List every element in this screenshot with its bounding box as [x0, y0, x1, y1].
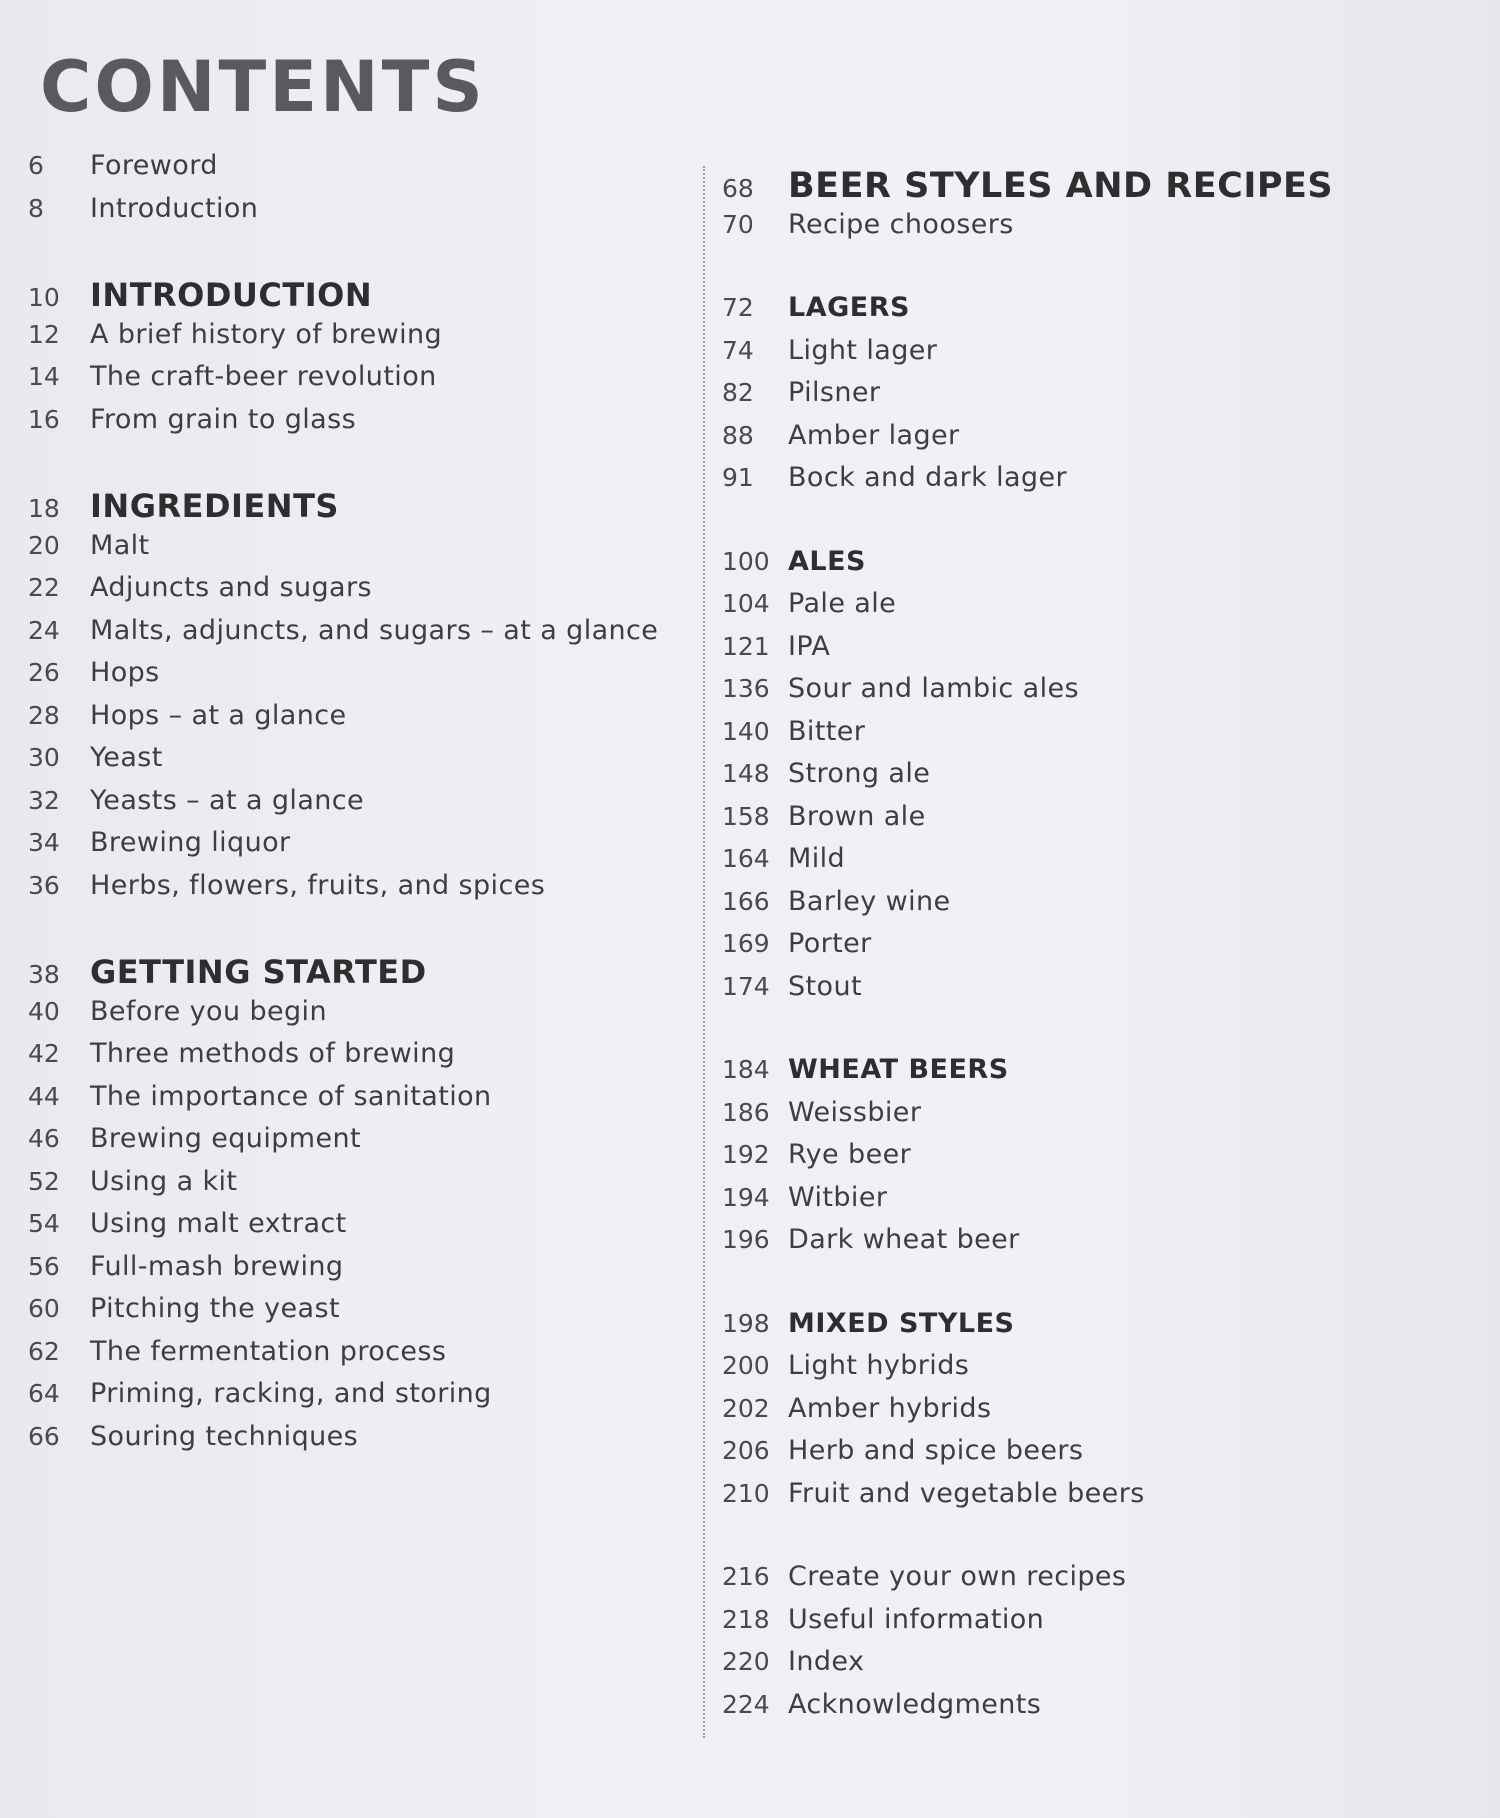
toc-page-number: 200	[722, 1351, 770, 1380]
toc-page-number: 56	[28, 1251, 60, 1281]
toc-entry-label: The craft-beer revolution	[90, 361, 437, 392]
toc-entry	[722, 716, 1342, 759]
toc-page-number: 206	[722, 1436, 770, 1465]
toc-entry-label: Yeasts – at a glance	[90, 784, 365, 816]
toc-entry	[722, 758, 1342, 801]
toc-entry	[722, 801, 1342, 844]
toc-entry-label: Dark wheat beer	[788, 1224, 1020, 1255]
toc-page-number: 46	[28, 1124, 60, 1153]
toc-page-number: 136	[722, 674, 770, 703]
toc-entry-label: Amber lager	[788, 419, 960, 451]
toc-entry-label: Yeast	[90, 742, 163, 773]
toc-entry	[28, 742, 668, 785]
toc-page-number: 82	[722, 378, 754, 407]
toc-page-number: 174	[722, 971, 770, 1001]
toc-entry	[28, 657, 668, 700]
toc-section	[722, 292, 1342, 505]
toc-entry-label: Using malt extract	[90, 1208, 347, 1239]
toc-page-number: 196	[722, 1225, 770, 1254]
toc-entry-label: The fermentation process	[90, 1335, 447, 1367]
toc-entry	[722, 1139, 1342, 1182]
toc-page-number: 40	[28, 996, 60, 1026]
toc-page-number: 20	[28, 530, 60, 560]
toc-entry-label: Acknowledgments	[788, 1688, 1042, 1720]
toc-entry	[28, 1123, 668, 1166]
toc-entry-label: Bitter	[788, 715, 866, 747]
toc-entry	[722, 588, 1342, 631]
toc-entry-label: Full-mash brewing	[90, 1250, 344, 1282]
toc-page-number: 88	[722, 420, 754, 450]
toc-page-number: 36	[28, 870, 60, 900]
toc-page-number: 28	[28, 700, 60, 730]
toc-section-heading	[722, 292, 1342, 335]
toc-page-number: 186	[722, 1097, 770, 1127]
toc-entry-label: WHEAT BEERS	[788, 1054, 1009, 1085]
toc-section	[722, 1054, 1342, 1267]
toc-entry-label: Priming, racking, and storing	[90, 1378, 492, 1409]
toc-entry-label: Hops	[90, 657, 160, 688]
toc-entry-label: Light hybrids	[788, 1350, 970, 1381]
toc-entry-label: Fruit and vegetable beers	[788, 1477, 1145, 1509]
toc-page-number: 42	[28, 1039, 60, 1068]
toc-page-number: 166	[722, 886, 770, 916]
toc-entry	[28, 827, 668, 870]
toc-page-number: 62	[28, 1336, 60, 1366]
toc-entry	[28, 1378, 668, 1421]
toc-entry-label: Witbier	[788, 1181, 888, 1213]
toc-section	[28, 276, 668, 446]
toc-section-heading	[722, 1308, 1342, 1351]
toc-entry	[28, 361, 668, 404]
toc-entry-label: Brewing equipment	[90, 1123, 361, 1154]
toc-entry-label: Herbs, flowers, fruits, and spices	[90, 869, 546, 901]
toc-entry	[28, 870, 668, 913]
toc-entry-label: Useful information	[788, 1603, 1045, 1635]
toc-entry-label: Porter	[788, 928, 872, 959]
page-title: CONTENTS	[40, 46, 486, 128]
toc-page-number: 66	[28, 1421, 60, 1451]
toc-entry	[28, 785, 668, 828]
contents-left-column	[28, 150, 668, 1504]
toc-page-number: 8	[28, 193, 44, 223]
toc-page-number: 164	[722, 844, 770, 873]
toc-entry-label: From grain to glass	[90, 403, 357, 435]
toc-page-number: 184	[722, 1055, 770, 1084]
toc-page-number: 210	[722, 1478, 770, 1508]
toc-page-number: 6	[28, 151, 44, 180]
toc-entry-label: Souring techniques	[90, 1420, 359, 1452]
toc-entry	[722, 462, 1342, 505]
toc-entry-label: Create your own recipes	[788, 1561, 1127, 1592]
toc-entry-label: A brief history of brewing	[90, 318, 443, 350]
toc-page-number: 104	[722, 589, 770, 618]
toc-entry	[28, 572, 668, 615]
toc-page-number: 24	[28, 615, 60, 645]
toc-entry-label: Rye beer	[788, 1139, 912, 1170]
toc-page-number: 158	[722, 801, 770, 831]
toc-entry	[722, 1689, 1342, 1732]
toc-page-number: 38	[28, 960, 60, 989]
toc-entry-label: INGREDIENTS	[90, 487, 339, 525]
toc-entry-label: Malts, adjuncts, and sugars – at a glance	[90, 614, 659, 646]
toc-page-number: 68	[722, 174, 754, 203]
toc-page-number: 218	[722, 1604, 770, 1634]
toc-entry	[722, 1561, 1342, 1604]
toc-entry-label: Bock and dark lager	[788, 462, 1067, 493]
toc-page-number: 72	[722, 293, 754, 322]
toc-entry-label: Weissbier	[788, 1096, 922, 1128]
toc-page-number: 22	[28, 573, 60, 602]
toc-entry-label: Adjuncts and sugars	[90, 572, 372, 603]
toc-page-number: 16	[28, 404, 60, 434]
toc-page-number: 74	[722, 335, 754, 365]
toc-page-number: 60	[28, 1294, 60, 1323]
toc-section-heading	[28, 276, 668, 319]
toc-section-heading	[722, 1054, 1342, 1097]
toc-page-number: 30	[28, 743, 60, 772]
toc-entry	[722, 1393, 1342, 1436]
toc-entry	[722, 971, 1342, 1014]
toc-entry-label: Before you begin	[90, 995, 327, 1027]
toc-entry	[28, 1251, 668, 1294]
toc-page-number: 14	[28, 362, 60, 391]
toc-entry-label: ALES	[788, 545, 866, 577]
toc-entry	[28, 1038, 668, 1081]
toc-page-number: 220	[722, 1647, 770, 1676]
toc-entry	[722, 420, 1342, 463]
toc-entry	[722, 1435, 1342, 1478]
toc-section-heading	[722, 546, 1342, 589]
contents-right-column	[722, 166, 1342, 1772]
toc-entry-label: The importance of sanitation	[90, 1080, 492, 1112]
toc-entry	[722, 1224, 1342, 1267]
toc-entry	[28, 1081, 668, 1124]
toc-entry-label: Index	[788, 1646, 865, 1677]
toc-entry	[722, 377, 1342, 420]
toc-page-number: 26	[28, 658, 60, 687]
toc-page-number: 224	[722, 1689, 770, 1719]
toc-entry	[722, 631, 1342, 674]
toc-section	[722, 546, 1342, 1014]
toc-entry	[28, 319, 668, 362]
toc-entry	[28, 1336, 668, 1379]
toc-entry	[28, 700, 668, 743]
toc-section	[722, 1308, 1342, 1521]
toc-entry	[722, 1478, 1342, 1521]
toc-entry-label: Using a kit	[90, 1165, 238, 1197]
toc-section-heading	[28, 953, 668, 996]
toc-entry	[28, 1293, 668, 1336]
toc-entry	[28, 615, 668, 658]
toc-entry-label: Pilsner	[788, 377, 881, 408]
toc-entry-label: INTRODUCTION	[90, 276, 373, 314]
toc-entry	[722, 335, 1342, 378]
toc-entry	[722, 1182, 1342, 1225]
toc-page-number: 91	[722, 463, 754, 492]
toc-entry	[722, 1604, 1342, 1647]
toc-section	[722, 1561, 1342, 1731]
toc-section-heading	[28, 487, 668, 530]
toc-entry-label: MIXED STYLES	[788, 1307, 1015, 1339]
toc-entry	[722, 209, 1342, 252]
toc-entry-label: Herb and spice beers	[788, 1435, 1084, 1466]
toc-entry-label: Brown ale	[788, 800, 926, 832]
toc-page-number: 216	[722, 1562, 770, 1591]
toc-entry-label: Three methods of brewing	[90, 1038, 456, 1069]
toc-page-number: 198	[722, 1308, 770, 1338]
toc-section	[28, 150, 668, 235]
toc-page-number: 194	[722, 1182, 770, 1212]
toc-entry	[28, 1166, 668, 1209]
toc-entry-label: Light lager	[788, 334, 938, 366]
toc-entry-label: Foreword	[90, 150, 218, 181]
toc-entry	[28, 150, 668, 193]
toc-page-number: 202	[722, 1393, 770, 1423]
toc-entry	[28, 530, 668, 573]
toc-section	[28, 953, 668, 1463]
toc-entry-label: Pitching the yeast	[90, 1293, 340, 1324]
toc-page-number: 44	[28, 1081, 60, 1111]
toc-page-number: 169	[722, 929, 770, 958]
toc-page-number: 148	[722, 759, 770, 788]
toc-entry-label: BEER STYLES AND RECIPES	[788, 166, 1334, 206]
toc-entry-label: Brewing liquor	[90, 827, 291, 858]
toc-entry	[722, 1646, 1342, 1689]
toc-entry	[722, 886, 1342, 929]
toc-entry	[722, 1097, 1342, 1140]
toc-entry-label: Pale ale	[788, 588, 897, 619]
toc-entry-label: Hops – at a glance	[90, 699, 347, 731]
toc-entry-label: Amber hybrids	[788, 1392, 992, 1424]
toc-page-number: 70	[722, 209, 754, 239]
toc-section	[722, 166, 1342, 251]
toc-page-number: 64	[28, 1379, 60, 1408]
toc-page-number: 18	[28, 494, 60, 523]
toc-entry	[28, 996, 668, 1039]
toc-entry	[28, 404, 668, 447]
toc-entry	[28, 1208, 668, 1251]
toc-entry-label: Stout	[788, 970, 862, 1002]
toc-entry-label: Sour and lambic ales	[788, 673, 1079, 704]
toc-page-number: 52	[28, 1166, 60, 1196]
toc-page-number: 32	[28, 785, 60, 815]
toc-entry	[28, 193, 668, 236]
toc-page-number: 10	[28, 283, 60, 312]
toc-entry-label: Malt	[90, 529, 150, 561]
toc-entry-label: Introduction	[90, 192, 259, 224]
toc-entry-label: Barley wine	[788, 885, 951, 917]
toc-section-heading	[722, 166, 1342, 209]
toc-page-number: 12	[28, 319, 60, 349]
toc-entry-label: IPA	[788, 630, 831, 662]
toc-page-number: 192	[722, 1140, 770, 1169]
toc-entry-label: LAGERS	[788, 292, 910, 323]
toc-entry-label: Mild	[788, 843, 846, 874]
toc-entry-label: Strong ale	[788, 758, 931, 789]
toc-entry	[722, 1350, 1342, 1393]
toc-page-number: 100	[722, 546, 770, 576]
toc-page-number: 121	[722, 631, 770, 661]
toc-page-number: 54	[28, 1209, 60, 1238]
toc-entry	[722, 673, 1342, 716]
toc-page-number: 140	[722, 716, 770, 746]
toc-section	[28, 487, 668, 912]
toc-page-number: 34	[28, 828, 60, 857]
toc-entry-label: GETTING STARTED	[90, 953, 427, 991]
toc-entry	[28, 1421, 668, 1464]
column-divider	[703, 166, 705, 1738]
toc-entry	[722, 928, 1342, 971]
toc-entry	[722, 843, 1342, 886]
toc-entry-label: Recipe choosers	[788, 208, 1014, 240]
